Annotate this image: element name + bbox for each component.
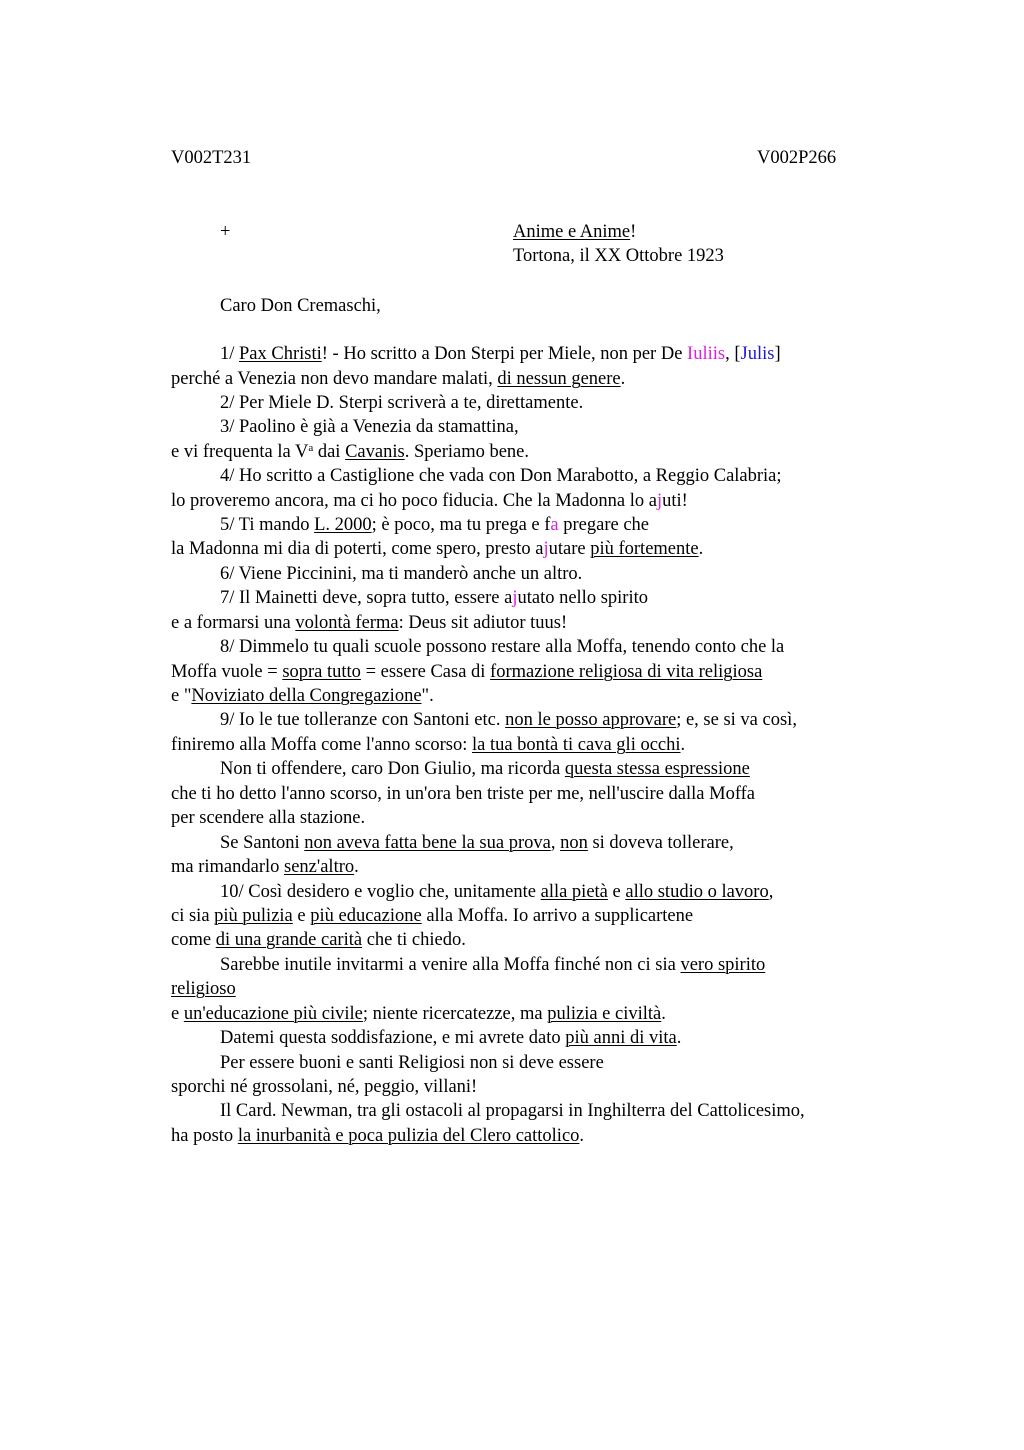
letter-line: Il Card. Newman, tra gli ostacoli al propagarsi in Inghilterra del Cattolicesimo, <box>220 1101 805 1121</box>
letter-line: e "Noviziato della Congregazione". <box>171 686 434 706</box>
letter-line: 9/ Io le tue tolleranze con Santoni etc. non le posso approvare; e, se si va così, <box>220 710 797 730</box>
letter-line: ci sia più pulizia e più educazione alla Moffa. Io arrivo a supplicartene <box>171 906 694 926</box>
motto-text: Anime e Anime <box>513 222 631 242</box>
letter-line: 2/ Per Miele D. Sterpi scriverà a te, direttamente. <box>220 393 584 413</box>
letter-line: 7/ Il Mainetti deve, sopra tutto, essere ajutato nello spirito <box>220 588 648 608</box>
letter-line: Per essere buoni e santi Religiosi non si deve essere <box>220 1053 604 1073</box>
letter-line: finiremo alla Moffa come l'anno scorso: la tua bontà ti cava gli occhi. <box>171 735 686 755</box>
letter-line: Non ti offendere, caro Don Giulio, ma ricorda questa stessa espressione <box>220 759 750 779</box>
letter-line: 10/ Così desidero e voglio che, unitamente alla pietà e allo studio o lavoro, <box>220 882 774 902</box>
letter-line: Sarebbe inutile invitarmi a venire alla Moffa finché non ci sia vero spirito <box>220 955 766 975</box>
letter-line: 6/ Viene Piccinini, ma ti manderò anche un altro. <box>220 564 583 584</box>
letter-line: ma rimandarlo senz'altro. <box>171 857 359 877</box>
letter-line: per scendere alla stazione. <box>171 808 366 828</box>
letter-line: lo proveremo ancora, ma ci ho poco fiducia. Che la Madonna lo ajuti! <box>171 491 688 511</box>
letter-line: Moffa vuole = sopra tutto = essere Casa di formazione religiosa di vita religiosa <box>171 662 763 682</box>
document-code-left: V002T231 <box>171 148 252 168</box>
cross-mark: + <box>220 222 231 242</box>
letter-line: perché a Venezia non devo mandare malati, di nessun genere. <box>171 369 626 389</box>
letter-line: 5/ Ti mando L. 2000; è poco, ma tu prega e fa pregare che <box>220 515 650 535</box>
letter-line: e a formarsi una volontà ferma: Deus sit adiutor tuus! <box>171 613 568 633</box>
letter-line: e vi frequenta la $V^a$ dai Cavanis. Speriamo bene. <box>171 442 530 462</box>
motto: Anime e Anime! <box>513 222 637 242</box>
letter-line: 3/ Paolino è già a Venezia da stamattina, <box>220 417 519 437</box>
letter-line: Se Santoni non aveva fatta bene la sua prova, non si doveva tollerare, <box>220 833 734 853</box>
place-date: Tortona, il XX Ottobre 1923 <box>513 246 724 266</box>
letter-line: sporchi né grossolani, né, peggio, villani! <box>171 1077 478 1097</box>
letter-line: 1/ Pax Christi! - Ho scritto a Don Sterpi per Miele, non per De Iuliis, [Julis] <box>220 344 781 364</box>
letter-line: ha posto la inurbanità e poca pulizia del Clero cattolico. <box>171 1126 585 1146</box>
letter-line: che ti ho detto l'anno scorso, in un'ora ben triste per me, nell'uscire dalla Moffa <box>171 784 756 804</box>
letter-line: e un'educazione più civile; niente ricercatezze, ma pulizia e civiltà. <box>171 1004 666 1024</box>
letter-line: la Madonna mi dia di poterti, come spero, presto ajutare più fortemente. <box>171 539 704 559</box>
letter-line: 4/ Ho scritto a Castiglione che vada con Don Marabotto, a Reggio Calabria; <box>220 466 782 486</box>
document-code-right: V002P266 <box>757 148 837 168</box>
letter-line: come di una grande carità che ti chiedo. <box>171 930 466 950</box>
salutation: Caro Don Cremaschi, <box>220 296 381 316</box>
letter-line: religioso <box>171 979 236 999</box>
letter-line: 8/ Dimmelo tu quali scuole possono restare alla Moffa, tenendo conto che la <box>220 637 785 657</box>
letter-line: Datemi questa soddisfazione, e mi avrete dato più anni di vita. <box>220 1028 682 1048</box>
